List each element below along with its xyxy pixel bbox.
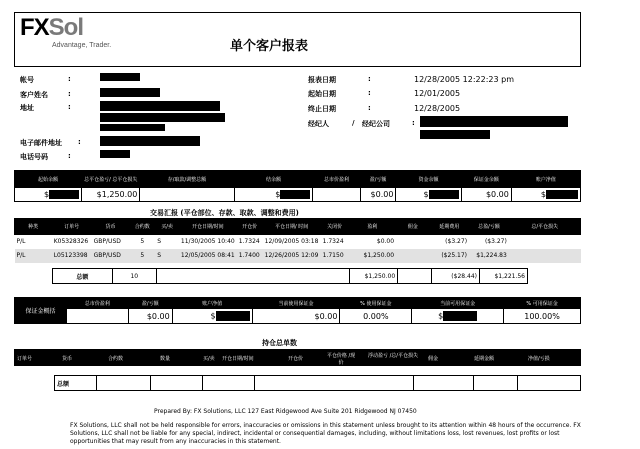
trade-currency: GBP/USD <box>93 238 121 246</box>
op-header-cell: 订单号 <box>17 356 33 362</box>
disclaimer-line-3: opportunities that may result from any inaccuracies in this statement. <box>70 438 281 445</box>
summary-fund-balance: $ <box>396 188 461 202</box>
trades-header-cell: 订单号 <box>52 219 92 235</box>
margin-used: $0.00 <box>252 309 340 324</box>
phone-colon: : <box>68 152 71 160</box>
trade-contracts: 5 <box>140 252 145 259</box>
address-label: 地址 <box>20 104 34 112</box>
trade-order: L05123398 <box>53 252 88 259</box>
trades-total-commission <box>398 269 432 284</box>
summary-end-balance: $ <box>234 188 313 202</box>
op-total-cell <box>518 376 581 391</box>
account-colon: : <box>68 75 71 83</box>
trade-type: P/L <box>16 252 26 259</box>
trade-side: S <box>157 252 161 259</box>
trades-total-row <box>53 269 528 284</box>
trades-header-cell: 总/平仓损失 <box>509 219 581 235</box>
margin-table <box>14 297 581 324</box>
logo-tagline: Advantage, Trader. <box>52 42 112 49</box>
summary-redacted <box>280 190 310 199</box>
summary-pl: $0.00 <box>360 188 396 202</box>
open-positions-title: 持仓总单数 <box>262 339 297 347</box>
margin-header-cell: % 使用保证金 <box>340 298 412 309</box>
broker-redacted-2 <box>420 130 490 139</box>
trades-total-rollover: ($28.44) <box>432 269 480 284</box>
margin-used-pct: 0.00% <box>340 309 412 324</box>
margin-header-cell: 总市价盈利 <box>66 298 128 309</box>
op-total-cell <box>414 376 474 391</box>
start-date-label: 起始日期 <box>308 90 336 98</box>
margin-header-row <box>15 298 581 309</box>
trade-open-price: 1.7324 <box>238 238 260 246</box>
address-redacted-2 <box>100 113 225 122</box>
summary-header-cell: 起始余额 <box>15 171 82 188</box>
trades-header-cell: 买/卖 <box>155 219 179 235</box>
margin-header-cell: % 可用保证金 <box>504 298 581 309</box>
start-date-value: 12/01/2005 <box>414 89 461 98</box>
start-date-colon: : <box>368 89 371 97</box>
summary-redacted <box>429 190 459 199</box>
margin-header-cell: 盈/亏额 <box>128 298 172 309</box>
margin-header-cell: 账户净值 <box>172 298 252 309</box>
summary-header-cell: 盈/亏额 <box>360 171 396 188</box>
op-header-cell: 佣金 <box>428 356 439 362</box>
client-name-colon: : <box>68 90 71 98</box>
op-total-cell <box>474 376 518 391</box>
op-header-cell: 货币 <box>62 356 73 362</box>
op-header-cell: 浮动盈亏 /总/平仓损失 <box>368 353 418 359</box>
trades-header-cell: 盈利 <box>349 219 397 235</box>
end-date-label: 终止日期 <box>308 105 336 113</box>
summary-table <box>14 170 581 202</box>
summary-redacted <box>546 190 578 199</box>
summary-header-cell: 存/取款/调整总额 <box>140 171 234 188</box>
trades-total-profit: $1,250.00 <box>350 269 398 284</box>
trade-profit: $0.00 <box>376 238 395 246</box>
trade-net: $1,224.83 <box>476 252 507 259</box>
trade-commission <box>396 249 429 263</box>
report-date-colon: : <box>368 75 371 83</box>
summary-header-cell: 账户净值 <box>511 171 580 188</box>
client-name-label: 客户姓名 <box>20 91 48 99</box>
trade-close-time: 12/26/2005 12:09 <box>264 252 319 259</box>
trade-type: P/L <box>16 238 26 246</box>
summary-start-balance: $ <box>15 188 82 202</box>
broker-firm-label: 经纪公司 <box>362 120 390 128</box>
trade-open-time: 11/30/2005 10:40 <box>180 238 235 246</box>
op-header-cell: 平仓价格 /现价 <box>326 353 356 366</box>
op-header-cell: 延期金额 <box>474 356 495 362</box>
email-colon: : <box>78 138 81 146</box>
trades-total-spacer <box>156 269 349 284</box>
trade-rollover: ($3.27) <box>445 238 468 246</box>
trades-header-cell: 关闭价 <box>321 219 349 235</box>
summary-header-cell: 总平仓盈亏/ 总平仓损失 <box>82 171 140 188</box>
summary-realized-pl: $1,250.00 <box>82 188 140 202</box>
summary-market-pl <box>313 188 360 202</box>
summary-header-cell: 保证金余额 <box>461 171 511 188</box>
margin-market-pl <box>66 309 128 324</box>
trades-section-title: 交易汇报 (平仓部位、存款、取款、调整和费用) <box>150 209 299 217</box>
prepared-by: Prepared By: FX Solutions, LLC 127 East Ridgewood Ave Suite 201 Ridgewood NJ 07450 <box>154 408 417 415</box>
trades-header-row <box>15 219 581 235</box>
trade-extra <box>509 235 581 249</box>
broker-label: 经纪人 <box>308 120 329 128</box>
margin-redacted <box>216 311 250 321</box>
trade-close-time: 12/09/2005 03:18 <box>264 238 319 246</box>
op-header-cell: 开仓日期/时间 <box>222 356 254 362</box>
trade-commission <box>396 235 429 249</box>
margin-equity: $ <box>172 309 252 324</box>
trades-header-cell: 开仓价 <box>237 219 263 235</box>
margin-available: $ <box>412 309 504 324</box>
op-header-cell: 数量 <box>160 356 171 362</box>
op-header-cell: 合约数 <box>108 356 124 362</box>
broker-slash: / <box>352 119 355 127</box>
trade-rollover: ($25.17) <box>441 252 468 259</box>
trades-header-cell: 货币 <box>92 219 130 235</box>
op-header-cell: 净值/亏损 <box>528 356 550 362</box>
margin-redacted <box>443 311 477 321</box>
op-header-cell: 买/卖 <box>203 356 215 362</box>
broker-colon: : <box>412 119 415 127</box>
disclaimer-line-2: Solutions, LLC shall not be liable for any special, indirect, incidental or consequential damages, including, without limitations loss, lost revenues, lost profits or lost <box>70 430 560 437</box>
trades-header-cell: 平仓日期/ 时间 <box>263 219 321 235</box>
summary-equity: $ <box>511 188 580 202</box>
trade-contracts: 5 <box>140 238 145 246</box>
trades-total-table <box>52 268 528 284</box>
trade-open-price: 1.7400 <box>238 252 260 259</box>
trades-total-net: $1,221.56 <box>479 269 527 284</box>
account-redacted <box>100 73 140 81</box>
margin-pl: $0.00 <box>128 309 172 324</box>
trades-header-cell: 种类 <box>15 219 52 235</box>
summary-deposits <box>140 188 234 202</box>
op-total-cell <box>150 376 202 391</box>
summary-header-cell: 结余额 <box>234 171 313 188</box>
fxsol-logo: FXSol <box>20 14 84 41</box>
broker-redacted-1 <box>420 116 568 127</box>
trade-net: ($3.27) <box>484 238 507 246</box>
trade-order: K05328326 <box>53 238 89 246</box>
trade-side: S <box>157 238 161 246</box>
trade-open-time: 12/05/2005 08:41 <box>180 252 235 259</box>
open-positions-total-row <box>55 376 581 391</box>
margin-value-row <box>15 309 581 324</box>
address-colon: : <box>68 103 71 111</box>
trades-header-cell: 总盈/亏额 <box>469 219 509 235</box>
summary-margin-balance: $0.00 <box>461 188 511 202</box>
margin-header-cell: 当前可用保证金 <box>412 298 504 309</box>
trade-currency: GBP/USD <box>93 252 121 259</box>
email-label: 电子邮件地址 <box>20 139 62 147</box>
end-date-value: 12/28/2005 <box>414 104 461 113</box>
disclaimer-line-1: FX Solutions, LLC shall not be held responsible for errors, inaccuracies or omissions in this statement unless brought to its attention within 48 hours of the occurrence. FX <box>70 422 581 429</box>
margin-side-label: 保证金概括 <box>15 298 67 324</box>
email-redacted <box>100 136 200 146</box>
account-label: 帐号 <box>20 76 34 84</box>
report-date-value: 12/28/2005 12:22:23 pm <box>414 75 514 84</box>
trades-header-cell: 延期费用 <box>429 219 469 235</box>
end-date-colon: : <box>368 104 371 112</box>
op-total-cell <box>96 376 150 391</box>
client-name-redacted <box>100 88 160 97</box>
trades-header-cell: 佣金 <box>396 219 429 235</box>
page-title: 单个客户报表 <box>230 39 309 54</box>
op-total-label: 总额 <box>55 376 97 391</box>
phone-label: 电话号码 <box>20 153 48 161</box>
trades-header-cell: 开仓日期/时间 <box>179 219 237 235</box>
trades-header-cell: 合约数 <box>129 219 155 235</box>
address-redacted-3 <box>100 124 165 131</box>
summary-redacted <box>49 190 79 199</box>
op-total-cell <box>254 376 414 391</box>
op-total-cell <box>202 376 254 391</box>
summary-header-cell: 总市价盈利 <box>313 171 360 188</box>
trade-profit: $1,250.00 <box>363 252 395 259</box>
trades-total-label: 总额 <box>53 269 113 284</box>
op-header-cell: 开仓价 <box>288 356 304 362</box>
trade-close-price: 1.7150 <box>322 252 344 259</box>
table-row <box>15 249 581 263</box>
address-redacted-1 <box>100 101 220 111</box>
phone-redacted <box>100 150 130 158</box>
table-row <box>15 235 581 249</box>
open-positions-total-table <box>54 375 581 391</box>
summary-header-row <box>15 171 581 188</box>
trade-extra <box>509 249 581 263</box>
trade-close-price: 1.7324 <box>322 238 344 246</box>
trades-total-contracts: 10 <box>112 269 156 284</box>
trades-table <box>14 218 581 263</box>
margin-header-cell: 当前使用保证金 <box>252 298 340 309</box>
summary-header-cell: 资金余额 <box>396 171 461 188</box>
summary-value-row <box>15 188 581 202</box>
report-date-label: 报表日期 <box>308 76 336 84</box>
margin-available-pct: 100.00% <box>504 309 581 324</box>
